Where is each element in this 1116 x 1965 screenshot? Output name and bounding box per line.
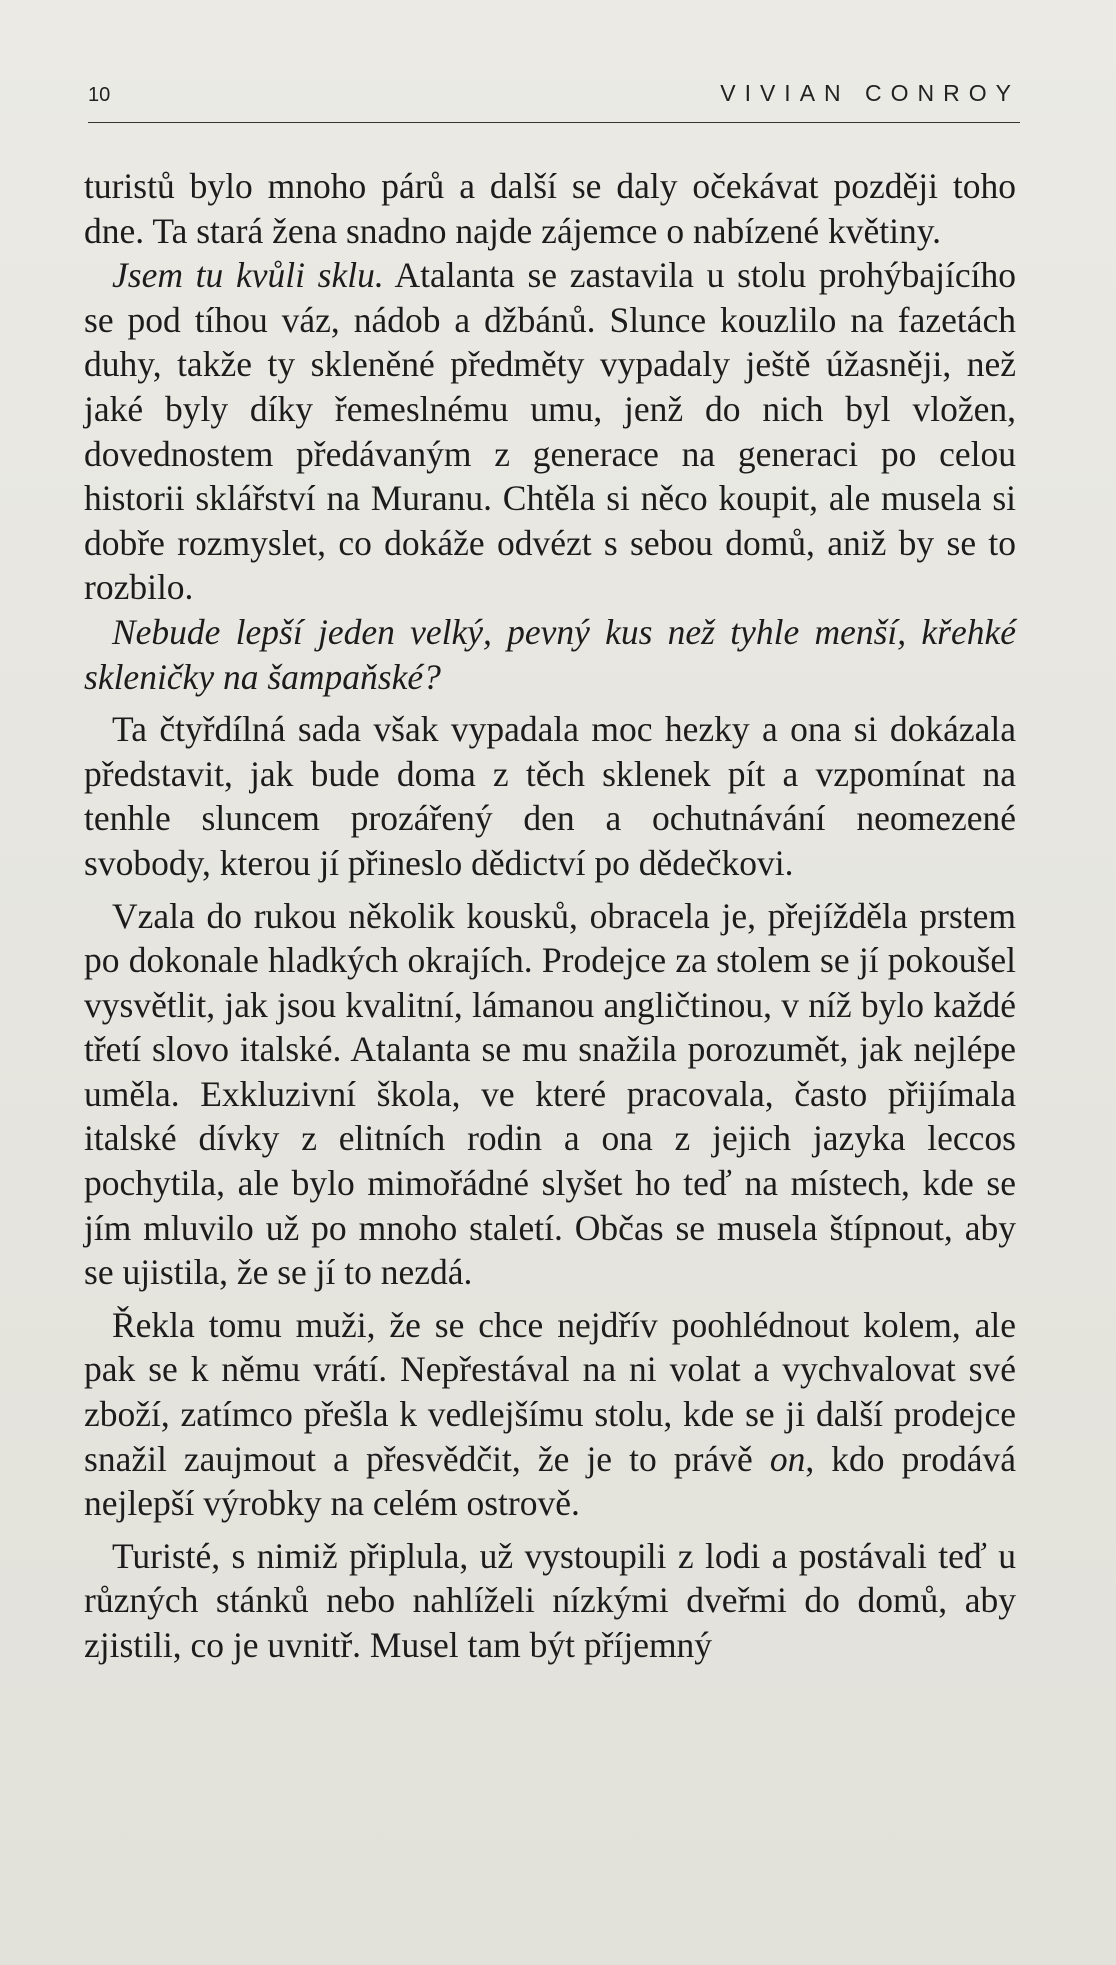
paragraph-text: Vzala do rukou několik kousků, obracela je, přejížděla prstem po dokonale hladkých okrajích. Prodejce za stolem se jí pokoušel vysvětlit, jak jsou kvalitní, lámanou angličtinou, v níž bylo každé třetí slovo italské. Atalanta se mu snažila porozumět, jak nejlépe uměla. Exkluzivní škola, ve které pracovala, často přijímala italské dívky z elitních rodin a ona z jejich jazyka leccos pochytila, ale bylo mimořádné slyšet ho teď na místech, kde se jím mluvilo už po mnoho staletí. Občas se musela štípnout, aby se ujistila, že se jí to nezdá. <box>84 895 1016 1293</box>
paragraph <box>84 1534 1016 1668</box>
emphasis-word: on <box>769 1438 806 1479</box>
paragraph-text: Řekla tomu muži, že se chce nejdřív poohlédnout kolem, ale pak se k němu vrátí. Nepřestával na ni volat a vychvalovat své zboží, zatímco přešla k vedlejšímu stolu, kde se ji další prodejce snažil zaujmout a přesvědčit, že je to právě <box>84 1304 1016 1479</box>
paragraph <box>84 707 1016 885</box>
italic-thought: Nebude lepší jeden velký, pevný kus než tyhle menší, křehké skleničky na šampaňské? <box>84 611 1016 697</box>
paragraph-text: turistů bylo mnoho párů a další se daly očekávat později toho dne. Ta stará žena snadno najde zájemce o nabízené květiny. <box>84 166 1016 251</box>
paragraph <box>84 894 1016 1295</box>
running-head <box>88 78 1020 112</box>
running-head-author: VIVIAN CONROY <box>720 80 1020 106</box>
paragraph <box>84 610 1016 699</box>
paragraph-text: , kdo prodává nejlepší výrobky na celém ostrově. <box>84 1438 1016 1524</box>
paragraph <box>84 253 1016 610</box>
page-number: 10 <box>88 84 111 106</box>
paragraph <box>84 1303 1016 1526</box>
header-rule <box>88 122 1020 123</box>
paragraph <box>84 164 1016 253</box>
paragraph-text: Turisté, s nimiž připlula, už vystoupili z lodi a postávali teď u různých stánků nebo nahlíželi nízkými dveřmi do domů, aby zjistili, co je uvnitř. Musel tam být příjemný <box>84 1535 1016 1665</box>
paragraph-text: Ta čtyřdílná sada však vypadala moc hezky a ona si dokázala představit, jak bude doma z těch sklenek pít a vzpomínat na tenhle sluncem prozářený den a ochutnávání neomezené svobody, kterou jí přineslo dědictví po dědečkovi. <box>84 709 1016 883</box>
italic-thought: Jsem tu kvůli sklu. <box>112 255 384 296</box>
body-text <box>84 164 1016 1668</box>
paragraph-text: Atalanta se zastavila u stolu prohýbajícího se pod tíhou váz, nádob a džbánů. Slunce kouzlilo na fazetách duhy, takže ty skleněné předměty vypadaly ještě úžasněji, než jaké byly díky řemeslnému umu, jenž do nich byl vložen, dovednostem předávaným z generace na generaci po celou historii sklářství na Muranu. Chtěla si něco koupit, ale musela si dobře rozmyslet, co dokáže odvézt s sebou domů, aniž by se to rozbilo. <box>84 255 1016 608</box>
